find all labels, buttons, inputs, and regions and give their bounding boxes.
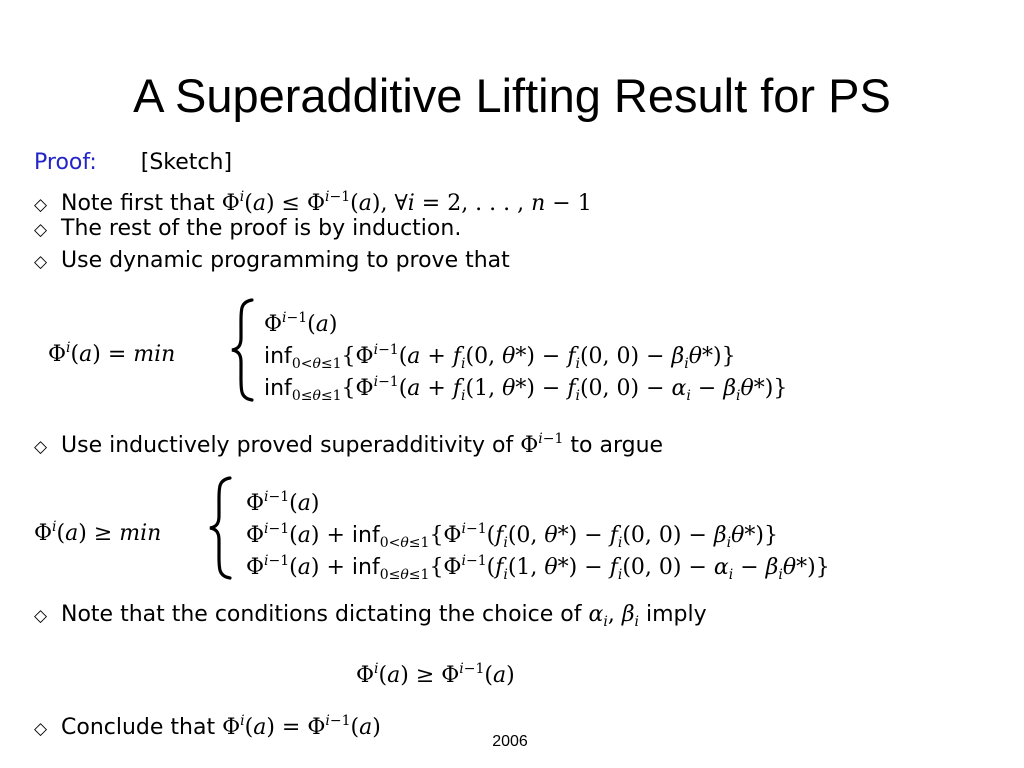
bullet-text: The rest of the proof is by induction.: [61, 216, 462, 241]
left-brace-icon: [228, 298, 258, 402]
bullet-item: [34, 246, 510, 277]
equation-case: $\Phi^{i-1}(a) + inf_{0\le\theta\le 1}\{\Phi^{i-1}(f_i(1$, $\theta*) - f_i(0$, $0) - \alpha_i - \beta_i\theta*$)}: [246, 553, 830, 583]
bullet-text: Conclude that: [61, 715, 223, 740]
left-brace-icon: [206, 476, 236, 580]
diamond-bullet-icon: ◇: [34, 220, 48, 240]
bullet-text: Note first that: [61, 191, 222, 216]
bullet-math: $\Phi^{i-1}$: [520, 431, 564, 458]
bullet-text: Use inductively proved superadditivity of: [61, 433, 521, 458]
equation-case: $\Phi^{i-1}(a) + inf_{0<\theta\le 1}\{\Phi^{i-1}(f_i(0$, $\theta*) - f_i(0$, $0) - \beta_i\theta*$)}: [246, 521, 778, 551]
slide-footer: 2006: [492, 733, 528, 750]
bullet-text: to argue: [563, 433, 664, 458]
proof-sketch: [Sketch]: [140, 150, 233, 175]
bullet-math: $\Phi^i(a) \le \Phi^{i-1}(a)$, ∀i = 2, . . . , n − 1: [221, 189, 592, 216]
bullet-item: [34, 214, 461, 245]
bullet-math: $\Phi^i(a) = \Phi^{i-1}(a)$: [222, 713, 381, 740]
equation-lhs: $\Phi^i(a) \ge \min$: [34, 519, 162, 546]
diamond-bullet-icon: ◇: [34, 437, 48, 457]
diamond-bullet-icon: ◇: [34, 719, 48, 739]
equation-case: $inf_{0\le\theta\le 1}\{\Phi^{i-1}(a + f_i(1$, $\theta*) - f_i(0$, $0) - \alpha_i - \beta_i\theta*$)}: [264, 374, 788, 404]
bullet-text: Note that the conditions dictating the choice of: [61, 602, 589, 627]
diamond-bullet-icon: ◇: [34, 606, 48, 626]
diamond-bullet-icon: ◇: [34, 252, 48, 272]
bullet-item: [34, 706, 381, 744]
diamond-bullet-icon: ◇: [34, 195, 48, 215]
bullet-text: Use dynamic programming to prove that: [61, 248, 510, 273]
proof-label: Proof:: [34, 150, 97, 175]
bullet-math: $\alpha_i$, $\beta_i$: [588, 602, 640, 630]
bullet-text: imply: [639, 602, 707, 627]
equation-case: $\Phi^{i-1}(a)$: [264, 310, 338, 337]
equation-implication: $\Phi^i(a) \ge \Phi^{i-1}(a)$: [356, 661, 515, 688]
bullet-item: [34, 424, 663, 462]
equation-case: $inf_{0<\theta\le 1}\{\Phi^{i-1}(a + f_i(0$, $\theta*) - f_i(0$, $0) - \beta_i\theta*$)}: [264, 342, 736, 372]
slide-title: A Superadditive Lifting Result for PS: [133, 69, 891, 122]
proof-line: [34, 148, 232, 178]
equation-lhs: $\Phi^i(a) = \min$: [48, 340, 176, 367]
bullet-item: [34, 600, 707, 637]
equation-case: $\Phi^{i-1}(a)$: [246, 489, 320, 516]
